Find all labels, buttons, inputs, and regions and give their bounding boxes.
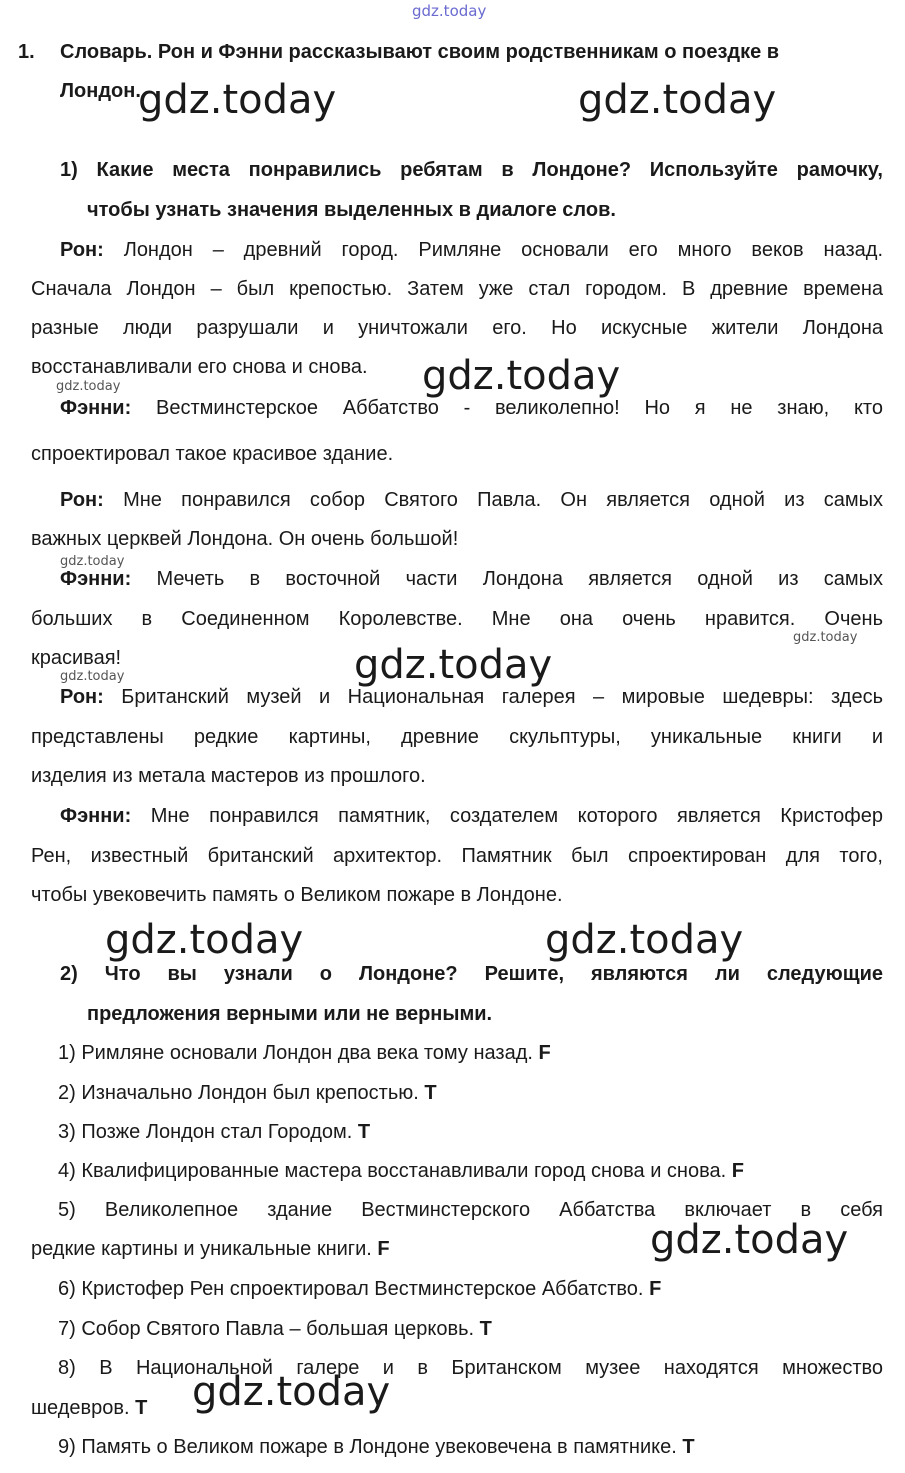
answer: F: [538, 1042, 551, 1064]
watermark: gdz.today: [192, 1369, 391, 1415]
watermark: gdz.today: [422, 353, 621, 399]
dialogue-text: Британский музей и Национальная галерея – мировые шедевры: здесь: [121, 686, 883, 708]
part2-heading: 2) Что вы узнали о Лондоне? Решите, являются ли следующие: [60, 963, 883, 985]
statement: 5) Великолепное здание Вестминстерского Аббатства включает в себя: [58, 1199, 883, 1221]
statement: шедевров. T: [31, 1397, 148, 1419]
dialogue-line: представлены редкие картины, древние скульптуры, уникальные книги и: [31, 726, 883, 748]
answer: T: [682, 1436, 695, 1458]
dialogue-line: красивая!: [31, 647, 122, 669]
speaker: Рон:: [60, 239, 104, 261]
watermark: gdz.today: [650, 1217, 849, 1263]
dialogue-line: восстанавливали его снова и снова.: [31, 356, 368, 378]
speaker: Фэнни:: [60, 397, 132, 419]
watermark-top: gdz.today: [412, 2, 487, 20]
part2-heading: предложения верными или не верными.: [87, 1003, 493, 1025]
dialogue-line: Сначала Лондон – был крепостью. Затем уже стал городом. В древние времена: [31, 278, 883, 300]
dialogue-line: важных церквей Лондона. Он очень большой!: [31, 528, 459, 550]
dialogue-line: [60, 488, 883, 512]
answer: F: [731, 1160, 744, 1182]
dialogue-line: чтобы увековечить память о Великом пожаре в Лондоне.: [31, 884, 563, 906]
dialogue-text: Мне понравился памятник, создателем которого является Кристофер: [150, 805, 884, 827]
answer: F: [649, 1278, 662, 1300]
part1-heading: 1) Какие места понравились ребятам в Лондоне? Используйте рамочку,: [60, 159, 883, 181]
dialogue-line: [60, 685, 883, 709]
statement: 7) Собор Святого Павла – большая церковь. T: [58, 1318, 492, 1340]
answer: F: [377, 1238, 390, 1260]
speaker: Фэнни:: [60, 568, 132, 590]
statement: 4) Квалифицированные мастера восстанавливали город снова и снова. F: [58, 1160, 744, 1182]
dialogue-line: Рен, известный британский архитектор. Памятник был спроектирован для того,: [31, 845, 883, 867]
task-number: 1.: [18, 41, 35, 63]
task-title: Словарь. Рон и Фэнни рассказывают своим родственникам о поездке в: [60, 41, 780, 63]
answer: T: [357, 1121, 371, 1143]
statement: редкие картины и уникальные книги. F: [31, 1238, 390, 1260]
statement: 2) Изначально Лондон был крепостью. T: [58, 1082, 437, 1104]
watermark: gdz.today: [545, 917, 744, 963]
dialogue-line: спроектировал такое красивое здание.: [31, 443, 394, 465]
dialogue-line: [60, 804, 883, 828]
answer: T: [424, 1082, 437, 1104]
dialogue-text: Вестминстерское Аббатство - великолепно! Но я не знаю, кто: [156, 397, 883, 419]
watermark-small: gdz.today: [793, 630, 858, 645]
watermark: gdz.today: [354, 642, 553, 688]
statement: 3) Позже Лондон стал Городом. T: [58, 1121, 371, 1143]
answer: T: [479, 1318, 492, 1340]
statement: 6) Кристофер Рен спроектировал Вестминстерское Аббатство. F: [58, 1278, 662, 1300]
part1-heading: чтобы узнать значения выделенных в диалоге слов.: [87, 199, 616, 221]
speaker: Фэнни:: [60, 805, 132, 827]
watermark: gdz.today: [105, 917, 304, 963]
watermark-small: gdz.today: [60, 669, 125, 684]
dialogue-line: изделия из метала мастеров из прошлого.: [31, 765, 426, 787]
dialogue-line: [60, 396, 883, 420]
answer: T: [135, 1397, 148, 1419]
watermark-small: gdz.today: [56, 379, 121, 394]
dialogue-text: Лондон – древний город. Римляне основали его много веков назад.: [123, 239, 883, 261]
dialogue-text: Мне понравился собор Святого Павла. Он является одной из самых: [123, 489, 883, 511]
statement: 8) В Национальной галере и в Британском музее находятся множество: [58, 1357, 883, 1379]
dialogue-line: [60, 238, 883, 262]
dialogue-line: больших в Соединенном Королевстве. Мне она очень нравится. Очень: [31, 608, 883, 630]
watermark: gdz.today: [578, 77, 777, 123]
statement: 1) Римляне основали Лондон два века тому назад. F: [58, 1042, 551, 1064]
dialogue-line: разные люди разрушали и уничтожали его. Но искусные жители Лондона: [31, 317, 883, 339]
statement: 9) Память о Великом пожаре в Лондоне увековечена в памятнике. T: [58, 1436, 695, 1458]
speaker: Рон:: [60, 489, 104, 511]
task-title: Лондон.: [60, 80, 141, 102]
dialogue-text: Мечеть в восточной части Лондона является одной из самых: [156, 568, 883, 590]
dialogue-line: [60, 567, 883, 591]
watermark-small: gdz.today: [60, 554, 125, 569]
speaker: Рон:: [60, 686, 104, 708]
watermark: gdz.today: [138, 77, 337, 123]
